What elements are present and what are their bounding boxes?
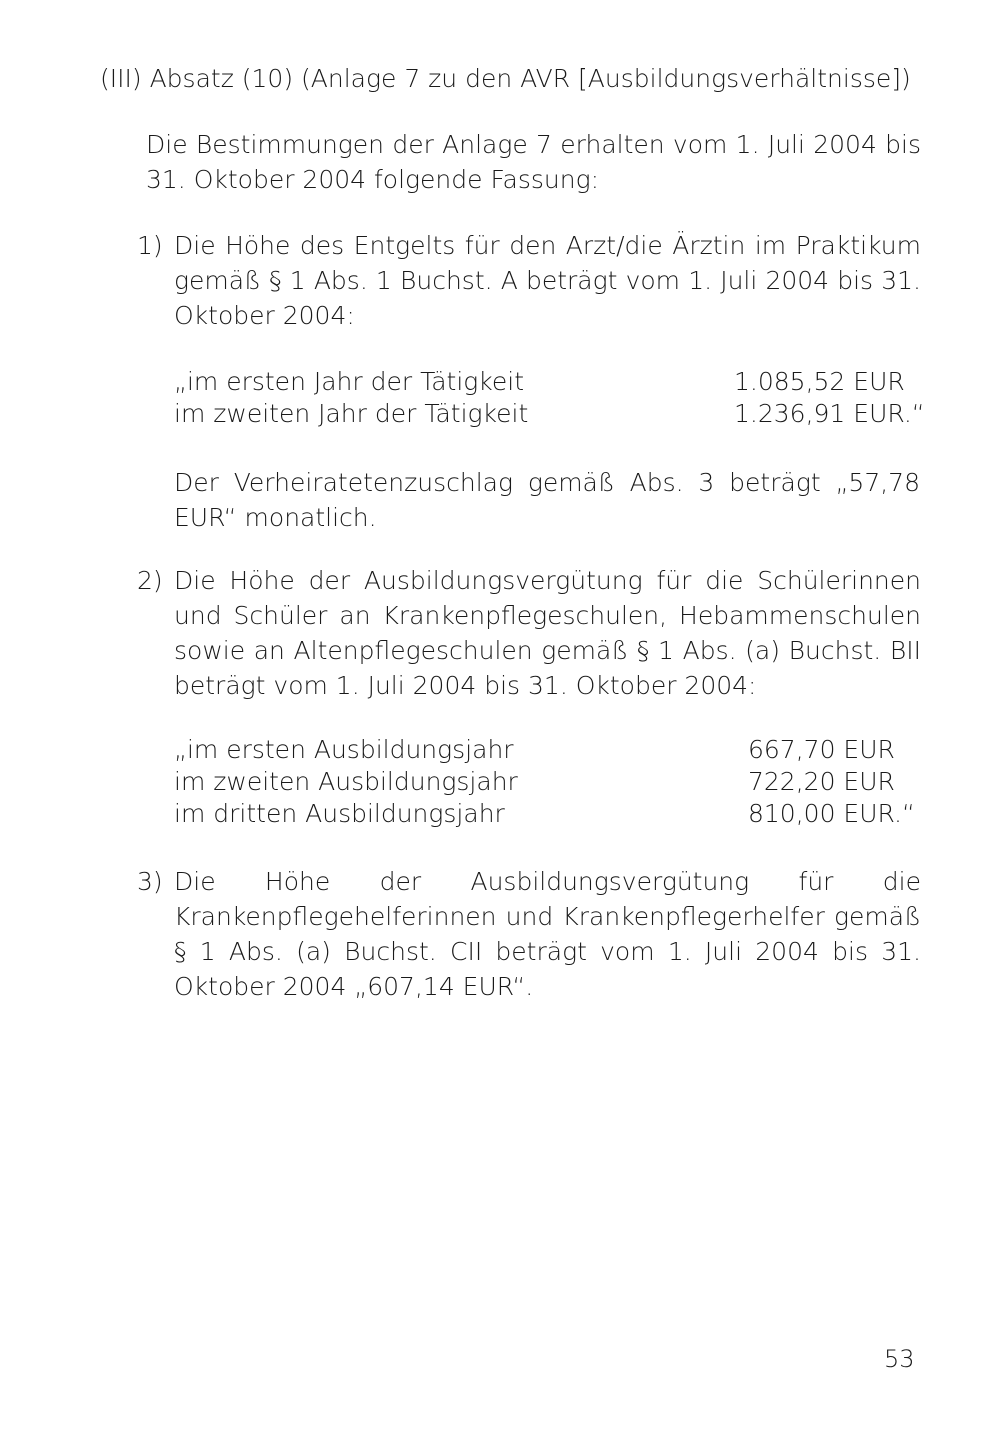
amount-row xyxy=(174,764,919,796)
amount-label: im zweiten Ausbildungsjahr xyxy=(174,767,518,796)
amount-table-1 xyxy=(174,364,925,428)
page-number: 53 xyxy=(884,1345,915,1373)
list-item-2 xyxy=(137,563,921,703)
amount-label: „im ersten Jahr der Tätigkeit xyxy=(174,367,525,396)
amount-row xyxy=(174,364,919,396)
amount-table-2 xyxy=(174,732,919,828)
amount-value: 1.085,52 EUR xyxy=(734,367,905,396)
amount-value: 1.236,91 EUR.“ xyxy=(734,399,925,428)
item-note: Der Verheiratetenzuschlag gemäß Abs. 3 beträgt „57,78 EUR“ monatlich. xyxy=(174,468,920,532)
amount-value: 810,00 EUR.“ xyxy=(748,799,915,828)
item-number: 3) xyxy=(137,867,163,896)
item-text: Die Höhe der Ausbildungsvergütung für die Krankenpflegehelferinnen und Krankenpflegerhelfer gemäß § 1 Abs. (a) Buchst. CII beträgt vom 1. Juli 2004 bis 31. Oktober 2004 „607,14 EUR“. xyxy=(174,867,921,1001)
amount-row xyxy=(174,732,919,764)
list-item-3 xyxy=(137,864,921,1004)
amount-row xyxy=(174,796,919,828)
item-number: 2) xyxy=(137,566,163,595)
item-number: 1) xyxy=(137,231,163,260)
list-item-1 xyxy=(137,228,921,333)
amount-value: 667,70 EUR xyxy=(748,735,895,764)
item-text: Die Höhe des Entgelts für den Arzt/die Ärztin im Praktikum gemäß § 1 Abs. 1 Buchst. A beträgt vom 1. Juli 2004 bis 31. Oktober 2004: xyxy=(174,231,921,330)
amount-value: 722,20 EUR xyxy=(748,767,895,796)
section-heading: (III) Absatz (10) (Anlage 7 zu den AVR [Ausbildungsverhältnisse]) xyxy=(100,64,911,93)
amount-label: im zweiten Jahr der Tätigkeit xyxy=(174,399,529,428)
amount-label: „im ersten Ausbildungsjahr xyxy=(174,735,514,764)
intro-paragraph: Die Bestimmungen der Anlage 7 erhalten vom 1. Juli 2004 bis 31. Oktober 2004 folgende Fassung: xyxy=(146,130,921,194)
amount-row xyxy=(174,396,925,428)
item-text: Die Höhe der Ausbildungsvergütung für die Schülerinnen und Schüler an Krankenpflegeschulen, Hebammenschulen sowie an Altenpflegeschulen gemäß § 1 Abs. (a) Buchst. BII beträgt vom 1. Juli 2004 bis 31. Oktober 2004: xyxy=(174,566,921,700)
amount-label: im dritten Ausbildungsjahr xyxy=(174,799,505,828)
